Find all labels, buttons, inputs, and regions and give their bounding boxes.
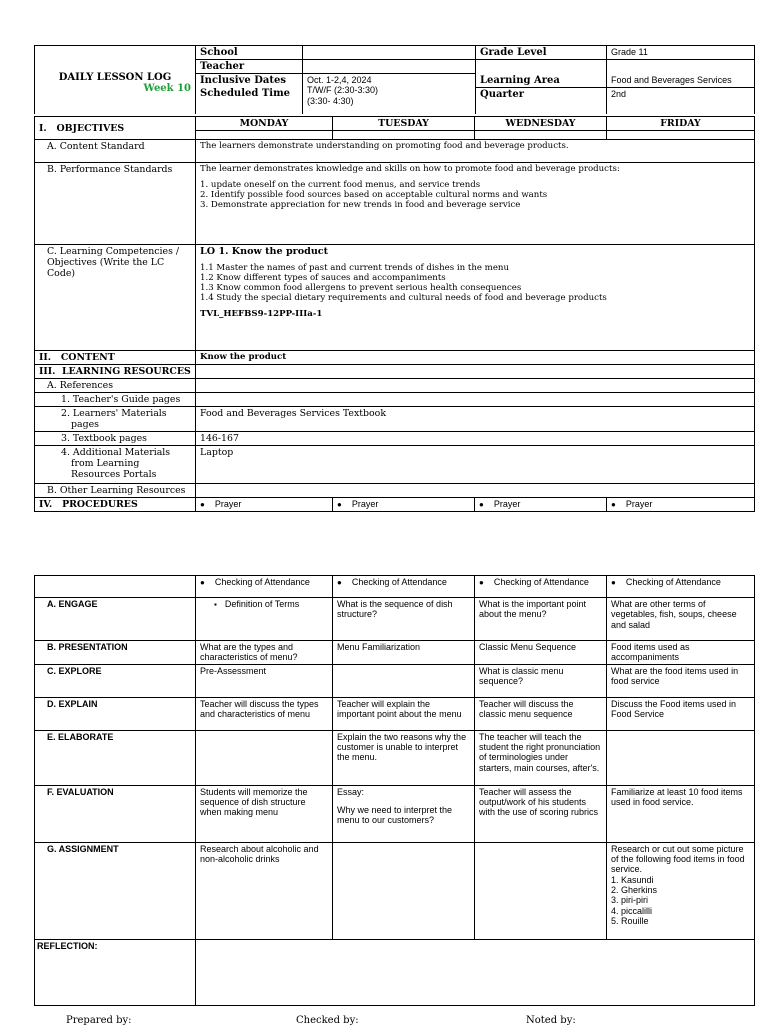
performance-standards-label: B. Performance Standards: [35, 163, 196, 245]
bullet-icon: [200, 577, 215, 587]
reflection-label: REFLECTION:: [35, 939, 196, 1005]
evaluation-wednesday: Teacher will assess the output/work of his students with the use of scoring rubrics: [475, 785, 607, 842]
explore-wednesday: What is classic menu sequence?: [475, 664, 607, 697]
attendance-text: Checking of Attendance: [351, 577, 447, 587]
engage-friday: What are other terms of vegetables, fish, soups, cheese and salad: [607, 598, 755, 641]
assignment-friday: [607, 842, 755, 939]
performance-item: 3. Demonstrate appreciation for new trends in food and beverage service: [200, 200, 521, 210]
grade-level-value: Grade 11: [607, 46, 755, 60]
tg-pages-label: 1. Teacher's Guide pages: [35, 393, 196, 407]
title-cell: [35, 46, 196, 115]
assignment-item: 2. Gherkins: [611, 885, 658, 896]
additional-materials-value: Laptop: [196, 446, 755, 484]
assignment-monday: Research about alcoholic and non-alcoholic drinks: [196, 842, 333, 939]
essay-label: Essay:: [337, 786, 365, 797]
resources-num: III.: [39, 366, 56, 377]
prepared-by: Prepared by:: [66, 1015, 132, 1026]
explain-label: D. EXPLAIN: [35, 697, 196, 730]
prayer-friday: [607, 498, 755, 512]
elaborate-wednesday: The teacher will teach the student the right pronunciation of terminologies under starters, main courses, after's.: [475, 730, 607, 785]
content-standard-label: A. Content Standard: [35, 140, 196, 163]
bullet-icon: [337, 577, 352, 587]
procedures-table: [34, 575, 755, 1006]
dates-values: [303, 74, 476, 115]
presentation-wednesday: Classic Menu Sequence: [475, 641, 607, 665]
day-spacer: [333, 131, 475, 140]
explore-monday: Pre-Assessment: [196, 664, 333, 697]
assignment-item: 1. Kasundi: [611, 874, 654, 885]
grade-level-label: Grade Level: [476, 46, 607, 60]
engage-monday: [196, 598, 333, 641]
prayer-text: Prayer: [493, 499, 521, 509]
day-monday: MONDAY: [196, 117, 333, 131]
resources-title: LEARNING RESOURCES: [61, 366, 191, 377]
content-title: CONTENT: [60, 352, 115, 363]
explain-friday: Discuss the Food items used in Food Service: [607, 697, 755, 730]
content-value: Know the product: [196, 351, 755, 365]
references-empty: [196, 379, 755, 393]
performance-item: 1. update oneself on the current food menus, and service trends: [200, 180, 481, 190]
attendance-text: Checking of Attendance: [493, 577, 589, 587]
content-num: II.: [39, 352, 52, 363]
presentation-monday: What are the types and characteristics of menu?: [196, 641, 333, 665]
reflection-value: [196, 939, 755, 1005]
week-label: Week 10: [143, 83, 191, 94]
references-label: A. References: [35, 379, 196, 393]
attendance-friday: [607, 576, 755, 598]
lo-item: 1.4 Study the special dietary requirements and cultural needs of food and beverage products: [200, 293, 607, 303]
objectives-heading: [35, 117, 196, 140]
engage-text: Definition of Terms: [224, 599, 300, 609]
resources-empty: [196, 365, 755, 379]
learning-area-label-spacer: [476, 60, 607, 74]
other-resources-empty: [196, 484, 755, 498]
dates-labels: [196, 74, 303, 115]
checked-by: Checked by:: [296, 1015, 359, 1026]
evaluation-monday: Students will memorize the sequence of dish structure when making menu: [196, 785, 333, 842]
quarter-value: 2nd: [607, 87, 755, 114]
attendance-wednesday: [475, 576, 607, 598]
explain-wednesday: Teacher will discuss the classic menu sequence: [475, 697, 607, 730]
explore-tuesday: [333, 664, 475, 697]
assignment-intro: Research or cut out some picture of the following food items in food service.: [611, 843, 745, 875]
presentation-label: B. PRESENTATION: [35, 641, 196, 665]
attendance-spacer: [35, 576, 196, 598]
time-value-1: T/W/F (2:30-3:30): [307, 85, 379, 96]
engage-wednesday: What is the important point about the menu?: [475, 598, 607, 641]
lesson-table: [34, 116, 755, 512]
competencies-label: C. Learning Competencies / Objectives (Write the LC Code): [35, 245, 196, 351]
additional-materials-label: 4. Additional Materials from Learning Resources Portals: [35, 446, 196, 484]
school-value: [303, 46, 476, 60]
day-tuesday: TUESDAY: [333, 117, 475, 131]
attendance-text: Checking of Attendance: [214, 577, 310, 587]
header-table: [34, 45, 755, 114]
textbook-pages-value: 146-167: [196, 432, 755, 446]
assignment-tuesday: [333, 842, 475, 939]
lo-item: 1.1 Master the names of past and current trends of dishes in the menu: [200, 263, 509, 273]
dates-value: Oct. 1-2,4, 2024: [307, 75, 372, 85]
quarter-label: Quarter: [476, 87, 607, 114]
content-heading: [35, 351, 196, 365]
day-friday: FRIDAY: [607, 117, 755, 131]
procedures-title: PROCEDURES: [62, 499, 138, 510]
elaborate-monday: [196, 730, 333, 785]
bullet-icon: [611, 499, 626, 509]
content-standard-text: The learners demonstrate understanding on promoting food and beverage products.: [196, 140, 755, 163]
performance-standards-cell: [196, 163, 755, 245]
lesson-log-title: DAILY LESSON LOG: [58, 72, 172, 83]
elaborate-label: E. ELABORATE: [35, 730, 196, 785]
attendance-monday: [196, 576, 333, 598]
tg-pages-empty: [196, 393, 755, 407]
noted-by: Noted by:: [526, 1015, 576, 1026]
explain-monday: Teacher will discuss the types and characteristics of menu: [196, 697, 333, 730]
evaluation-tuesday: [333, 785, 475, 842]
school-label: School: [196, 46, 303, 60]
lm-pages-value: Food and Beverages Services Textbook: [196, 407, 755, 432]
lc-code: TVL_HEFBS9-12PP-IIIa-1: [200, 309, 323, 319]
bullet-icon: [479, 499, 494, 509]
procedures-num: IV.: [39, 499, 53, 510]
assignment-item: 3. piri-piri: [611, 895, 649, 906]
learning-area-value: Food and Beverages Services: [607, 74, 755, 88]
day-spacer: [196, 131, 333, 140]
lo-item: 1.3 Know common food allergens to prevent serious health consequences: [200, 283, 522, 293]
evaluation-label: F. EVALUATION: [35, 785, 196, 842]
day-spacer: [475, 131, 607, 140]
prayer-tuesday: [333, 498, 475, 512]
bullet-icon: [611, 577, 626, 587]
assignment-item: 4. piccalilli: [611, 905, 653, 916]
prayer-wednesday: [475, 498, 607, 512]
presentation-friday: Food items used as accompaniments: [607, 641, 755, 665]
engage-label: A. ENGAGE: [35, 598, 196, 641]
prayer-text: Prayer: [625, 499, 653, 509]
lo-item: 1.2 Know different types of sauces and accompaniments: [200, 273, 446, 283]
explore-label: C. EXPLORE: [35, 664, 196, 697]
other-resources-label: B. Other Learning Resources: [35, 484, 196, 498]
lo-title: LO 1. Know the product: [200, 246, 329, 257]
assignment-item: 5. Rouille: [611, 916, 649, 927]
learning-area-spacer: [607, 60, 755, 74]
teacher-value: [303, 60, 476, 74]
assignment-wednesday: [475, 842, 607, 939]
inclusive-dates-label: Inclusive Dates: [200, 75, 286, 86]
lm-pages-label: 2. Learners' Materials pages: [35, 407, 196, 432]
resources-heading: [35, 365, 196, 379]
essay-question: Why we need to interpret the menu to our customers?: [337, 805, 453, 826]
competencies-cell: [196, 245, 755, 351]
attendance-tuesday: [333, 576, 475, 598]
explain-tuesday: Teacher will explain the important point about the menu: [333, 697, 475, 730]
learning-area-label: Learning Area: [476, 74, 607, 88]
attendance-text: Checking of Attendance: [625, 577, 721, 587]
elaborate-friday: [607, 730, 755, 785]
teacher-label: Teacher: [196, 60, 303, 74]
time-value-2: (3:30- 4:30): [307, 95, 354, 106]
day-spacer: [607, 131, 755, 140]
engage-tuesday: What is the sequence of dish structure?: [333, 598, 475, 641]
scheduled-time-label: Scheduled Time: [200, 87, 291, 99]
bullet-icon: [337, 499, 352, 509]
prayer-text: Prayer: [351, 499, 379, 509]
evaluation-friday: Familiarize at least 10 food items used in food service.: [607, 785, 755, 842]
elaborate-tuesday: Explain the two reasons why the customer is unable to interpret the menu.: [333, 730, 475, 785]
prayer-monday: [196, 498, 333, 512]
performance-intro: The learner demonstrates knowledge and skills on how to promote food and beverage products:: [200, 164, 620, 174]
objectives-num: I.: [39, 122, 47, 134]
presentation-tuesday: Menu Familiarization: [333, 641, 475, 665]
objectives-title: OBJECTIVES: [56, 122, 125, 134]
procedures-heading: [35, 498, 196, 512]
day-wednesday: WEDNESDAY: [475, 117, 607, 131]
bullet-icon: [479, 577, 494, 587]
performance-item: 2. Identify possible food sources based on acceptable cultural norms and wants: [200, 190, 548, 200]
square-bullet-icon: [214, 599, 225, 609]
textbook-pages-label: 3. Textbook pages: [35, 432, 196, 446]
explore-friday: What are the food items used in food service: [607, 664, 755, 697]
assignment-label: G. ASSIGNMENT: [35, 842, 196, 939]
bullet-icon: [200, 499, 215, 509]
prayer-text: Prayer: [214, 499, 242, 509]
